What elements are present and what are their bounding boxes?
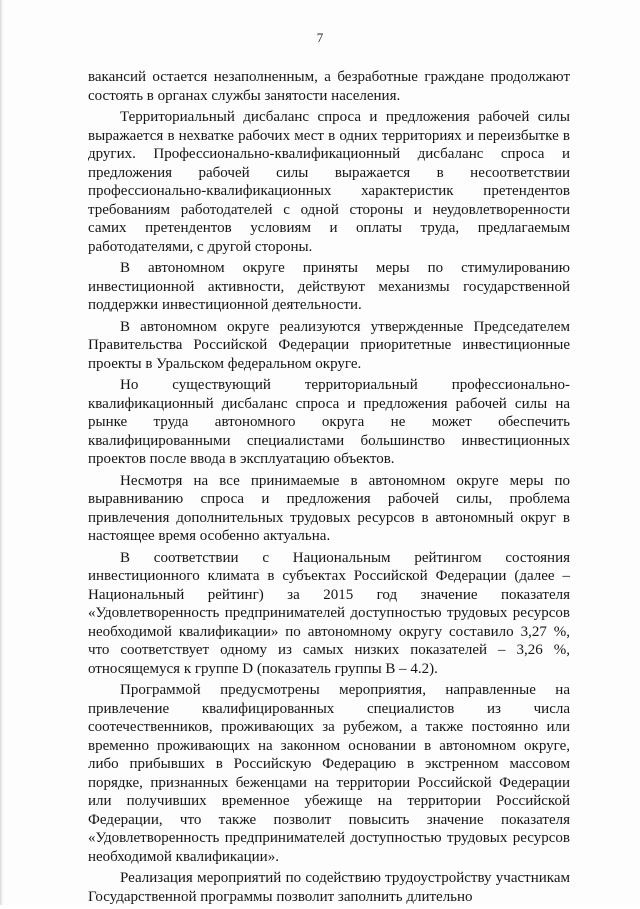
paragraph-territorial-imbalance: Территориальный дисбаланс спроса и предложения рабочей силы выражается в нехватке рабочих мест в одних территориях и переизбытке в других. Профессионально-квалификационный дисбаланс спроса и предложения рабочей силы выражается в несоответствии профессионально-квалификационных характеристик претендентов требованиям работодателей с одной стороны и неудовлетворенности самих претендентов условиям и оплаты труда, предлагаемым работодателями, с другой стороны. bbox=[88, 109, 570, 255]
page-number: 7 bbox=[316, 30, 324, 45]
paragraph-priority-projects: В автономном округе реализуются утвержденные Председателем Правительства Российской Федерации приоритетные инвестиционные проекты в Уральском федеральном округе. bbox=[88, 318, 570, 372]
paragraph-existing-imbalance: Но существующий территориальный профессионально-квалификационный дисбаланс спроса и предложения рабочей силы на рынке труда автономного округа не может обеспечить квалифицированными специалистами большинство инвестиционных проектов после ввода в эксплуатацию объектов. bbox=[88, 377, 570, 467]
document-body bbox=[88, 68, 570, 909]
paragraph-labor-attraction: Несмотря на все принимаемые в автономном округе меры по выравниванию спроса и предложения рабочей силы, проблема привлечения дополнительных трудовых ресурсов в автономный округ в настоящее время особенно актуальна. bbox=[88, 472, 570, 544]
paragraph-national-rating: В соответствии с Национальным рейтингом состояния инвестиционного климата в субъектах Российской Федерации (далее – Национальный рейтинг) за 2015 год значение показателя «Удовлетворенность предпринимателей доступностью трудовых ресурсов необходимой квалификации» по автономному округу составило 3,27 %, что соответствует одному из самых низких показателей – 3,26 %, относящемуся к группе D (показатель группы В – 4.2). bbox=[88, 549, 570, 677]
scan-edge bbox=[0, 0, 3, 905]
paragraph-investment-measures: В автономном округе приняты меры по стимулированию инвестиционной активности, действуют механизмы государственной поддержки инвестиционной деятельности. bbox=[88, 260, 570, 313]
paragraph-continuation: вакансий остается незаполненным, а безработные граждане продолжают состоять в органах службы занятости населения. bbox=[88, 69, 570, 104]
paragraph-implementation: Реализация мероприятий по содействию трудоустройству участникам Государственной программы позволит заполнить длительно bbox=[88, 870, 570, 905]
paragraph-program-measures: Программой предусмотрены мероприятия, направленные на привлечение квалифицированных специалистов из числа соотечественников, проживающих за рубежом, а также постоянно или временно проживающих на законном основании в автономном округе, либо прибывших в Российскую Федерацию в экстренном массовом порядке, признанных беженцами на территории Российской Федерации или получивших временное убежище на территории Российской Федерации, что также позволит повысить значение показателя «Удовлетворенность предпринимателей доступностью трудовых ресурсов необходимой квалификации». bbox=[88, 682, 570, 865]
